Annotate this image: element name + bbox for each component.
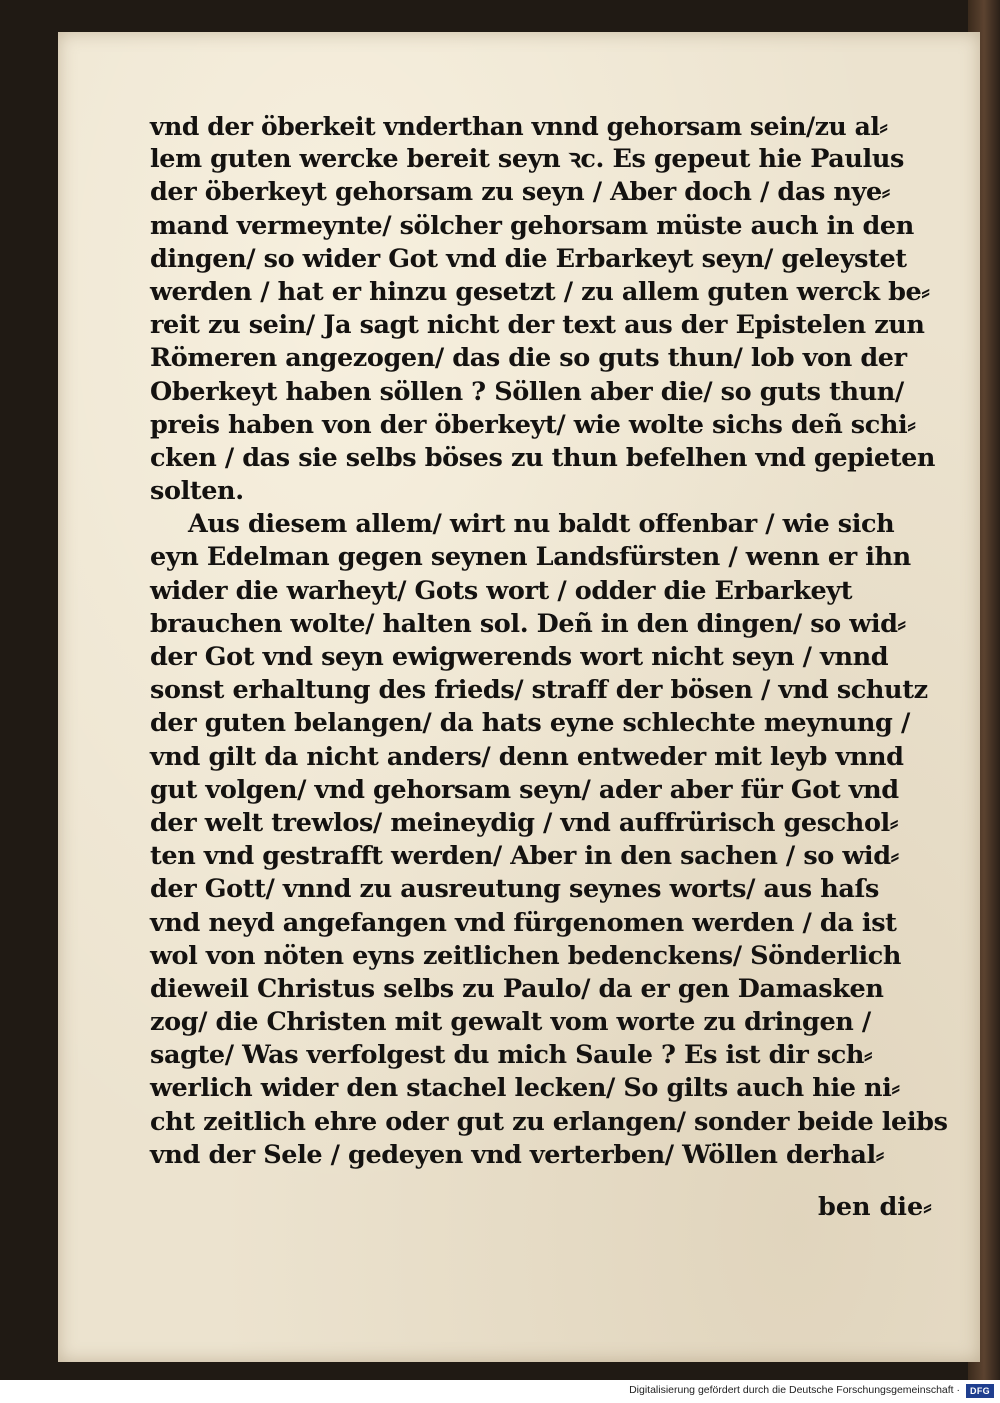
text-line: vnd der öberkeit vnderthan vnnd gehorsam sein/zu al⸗ bbox=[150, 112, 888, 141]
text-line: reit zu sein/ Ja sagt nicht der text aus der Epistelen zun bbox=[150, 310, 925, 341]
text-line: wider die warheyt/ Gots wort / odder die Erbarkeyt bbox=[150, 575, 853, 606]
text-line: zog/ die Christen mit gewalt vom worte zu dringen / bbox=[150, 1007, 871, 1038]
text-line: lem guten wercke bereit seyn ꝛc. Es gepeut hie Paulus bbox=[150, 144, 904, 175]
text-line: vnd der Sele / gedeyen vnd verterben/ Wöllen derhal⸗ bbox=[150, 1139, 884, 1170]
text-line: der öberkeyt gehorsam zu seyn / Aber doch / das nye⸗ bbox=[150, 177, 890, 208]
text-line: brauchen wolte/ halten sol. Deñ in den dingen/ so wid⸗ bbox=[150, 608, 906, 639]
text-line: der welt trewlos/ meineydig / vnd auffrürisch geschol⸗ bbox=[150, 807, 898, 838]
text-line: vnd neyd angefangen vnd fürgenomen werden / da ist bbox=[150, 907, 897, 938]
text-line: der Gott/ vnnd zu ausreutung seynes worts/ aus haſs bbox=[150, 874, 879, 905]
text-line: werlich wider den stachel lecken/ So gilts auch hie ni⸗ bbox=[150, 1073, 900, 1104]
book-page bbox=[58, 32, 980, 1362]
text-line: sonst erhaltung des frieds/ straff der bösen / vnd schutz bbox=[150, 675, 928, 706]
text-line: der guten belangen/ da hats eyne schlechte meynung / bbox=[150, 708, 910, 739]
text-line: vnd gilt da nicht anders/ denn entweder mit leyb vnnd bbox=[150, 741, 904, 772]
text-line: Römeren angezogen/ das die so guts thun/ lob von der bbox=[150, 343, 907, 374]
text-line: cht zeitlich ehre oder gut zu erlangen/ sonder beide leibs bbox=[150, 1106, 948, 1137]
text-line: der Got vnd seyn ewigwerends wort nicht seyn / vnnd bbox=[150, 642, 889, 672]
text-line: sagte/ Was verfolgest du mich Saule ? Es ist dir sch⸗ bbox=[150, 1040, 873, 1071]
dfg-logo: DFG bbox=[966, 1384, 994, 1398]
text-line: cken / das sie selbs böses zu thun befelhen vnd gepieten bbox=[150, 442, 936, 473]
text-line: dieweil Christus selbs zu Paulo/ da er gen Damasken bbox=[150, 973, 884, 1004]
text-line: Aus diesem allem/ wirt nu baldt offenbar / wie sich bbox=[188, 509, 895, 540]
footer-credit: Digitalisierung gefördert durch die Deutsche Forschungsgemeinschaft · bbox=[629, 1384, 960, 1396]
text-line: dingen/ so wider Got vnd die Erbarkeyt seyn/ geleystet bbox=[150, 243, 907, 274]
text-line: eyn Edelman gegen seynen Landsfürsten / wenn er ihn bbox=[150, 542, 911, 573]
catchword: ben die⸗ bbox=[818, 1192, 932, 1222]
text-line: Oberkeyt haben söllen ? Söllen aber die/ so guts thun/ bbox=[150, 376, 904, 407]
text-line: ten vnd gestrafft werden/ Aber in den sachen / so wid⸗ bbox=[150, 841, 899, 872]
text-line: gut volgen/ vnd gehorsam seyn/ ader aber für Got vnd bbox=[150, 774, 899, 805]
text-block bbox=[150, 110, 950, 1172]
text-line: werden / hat er hinzu gesetzt / zu allem guten werck be⸗ bbox=[150, 276, 930, 307]
text-line: mand vermeynte/ sölcher gehorsam müste auch in den bbox=[150, 210, 914, 241]
text-line: solten. bbox=[150, 476, 244, 507]
text-line: wol von nöten eyns zeitlichen bedenckens/ Sönderlich bbox=[150, 940, 902, 971]
text-line: preis haben von der öberkeyt/ wie wolte sichs deñ schi⸗ bbox=[150, 409, 916, 440]
